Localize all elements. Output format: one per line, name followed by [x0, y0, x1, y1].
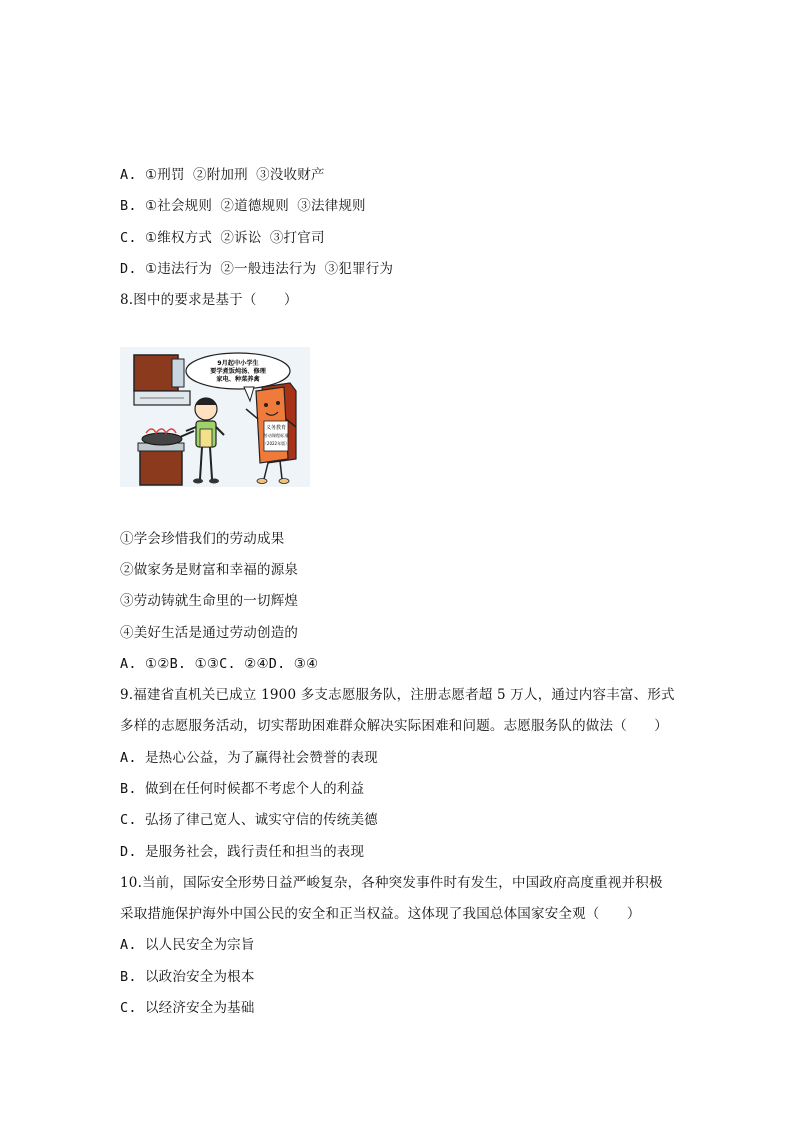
bubble-line-3: 家电、种菜养禽: [216, 376, 260, 383]
book-title-3: （2022年版）: [262, 441, 290, 446]
q7-option-d: D. ①违法行为 ②一般违法行为 ③犯罪行为: [120, 261, 394, 277]
q8-stem: 8.图中的要求是基于（ ）: [120, 292, 298, 308]
q10-option-a: A. 以人民安全为宗旨: [120, 937, 255, 953]
q9-option-d: D. 是服务社会，践行责任和担当的表现: [120, 844, 365, 860]
q9-option-c: C. 弘扬了律己宽人、诚实守信的传统美德: [120, 812, 378, 828]
q7-option-c: C. ①维权方式 ②诉讼 ③打官司: [120, 230, 325, 246]
q9-stem-line-2: 多样的志愿服务活动，切实帮助困难群众解决实际困难和问题。志愿服务队的做法（ ）: [120, 718, 668, 734]
q9-option-b: B. 做到在任何时候都不考虑个人的利益: [120, 781, 365, 797]
labor-illustration: [120, 347, 310, 487]
q10-option-c: C. 以经济安全为基础: [120, 1000, 255, 1016]
q8-statement-3: ③劳动铸就生命里的一切辉煌: [120, 593, 299, 609]
bubble-line-1: 9月起中小学生: [217, 360, 259, 367]
q7-option-b: B. ①社会规则 ②道德规则 ③法律规则: [120, 198, 366, 214]
q10-stem-line-2: 采取措施保护海外中国公民的安全和正当权益。这体现了我国总体国家安全观（ ）: [120, 906, 641, 922]
q9-stem-line-1: 9.福建省直机关已成立 1900 多支志愿服务队，注册志愿者超 5 万人，通过内容丰富、形式: [120, 687, 675, 703]
q8-options: A. ①②B. ①③C. ②④D. ③④: [120, 656, 319, 672]
book-title-1: 义务教育: [265, 425, 287, 431]
q8-statement-2: ②做家务是财富和幸福的源泉: [120, 562, 299, 578]
book-title-2: 劳动课程标准: [263, 433, 289, 438]
bubble-line-2: 要学煮饭炖汤、修理: [210, 368, 266, 375]
q9-option-a: A. 是热心公益，为了赢得社会赞誉的表现: [120, 750, 378, 766]
q10-stem-line-1: 10.当前，国际安全形势日益严峻复杂，各种突发事件时有发生，中国政府高度重视并积极: [120, 875, 663, 891]
q8-statement-1: ①学会珍惜我们的劳动成果: [120, 531, 285, 547]
q7-option-a: A. ①刑罚 ②附加刑 ③没收财产: [120, 167, 325, 183]
q8-statement-4: ④美好生活是通过劳动创造的: [120, 625, 299, 641]
q10-option-b: B. 以政治安全为根本: [120, 969, 255, 985]
